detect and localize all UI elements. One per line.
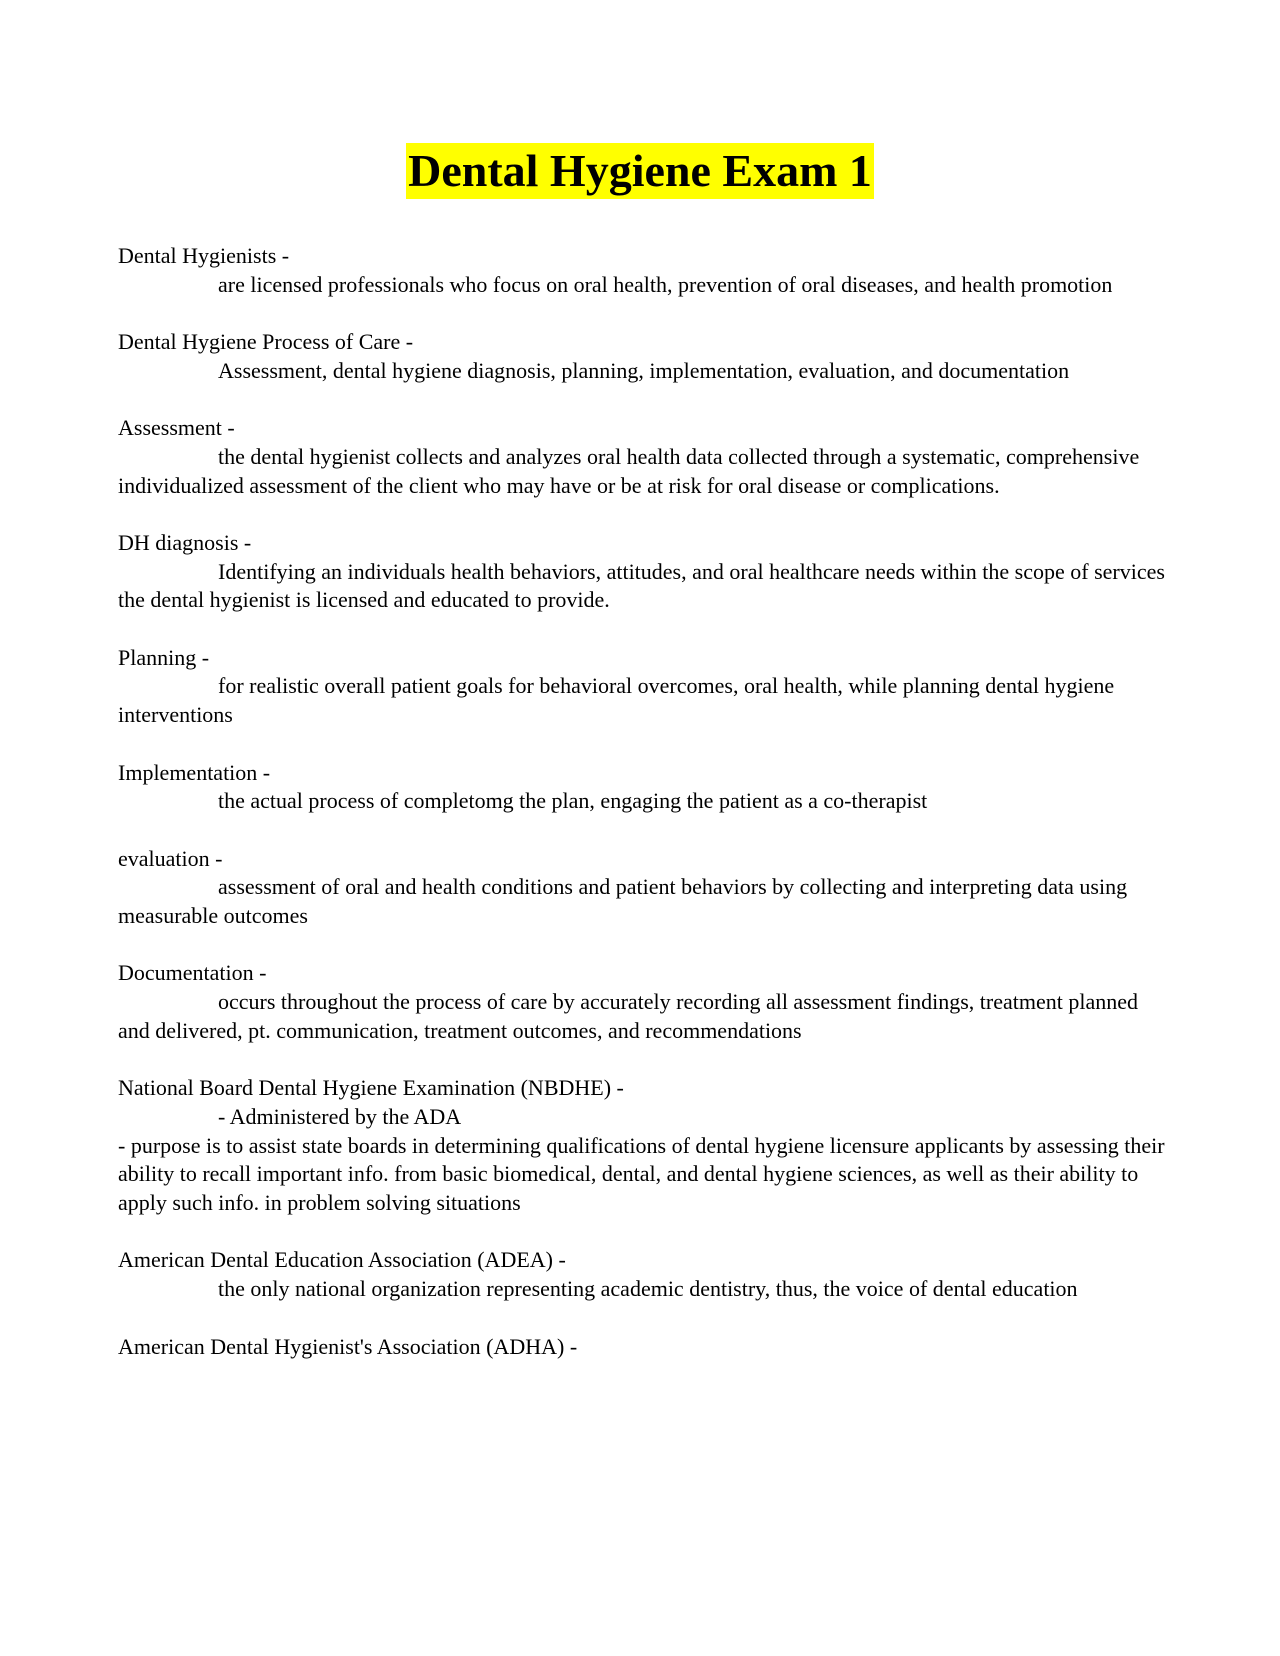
term: American Dental Hygienist's Association (ADHA) - <box>118 1333 578 1359</box>
definition: Identifying an individuals health behaviors, attitudes, and oral healthcare needs within the scope of services the dental hygienist is licensed and educated to provide. <box>118 558 1165 613</box>
term: Dental Hygiene Process of Care - <box>118 329 414 355</box>
definition: the dental hygienist collects and analyzes oral health data collected through a systematic, comprehensive individualized assessment of the client who may have or be at risk for oral disease or complications. <box>118 443 1140 498</box>
list-item <box>118 759 1168 816</box>
term: American Dental Education Association (ADEA) - <box>118 1247 566 1273</box>
list-item <box>118 845 1168 931</box>
term: Planning - <box>118 644 210 670</box>
list-item <box>118 414 1168 500</box>
definition: Assessment, dental hygiene diagnosis, planning, implementation, evaluation, and documentation <box>218 357 1070 383</box>
definition: are licensed professionals who focus on oral health, prevention of oral diseases, and health promotion <box>218 271 1113 297</box>
term: Documentation - <box>118 960 267 986</box>
definition: occurs throughout the process of care by accurately recording all assessment findings, treatment planned and delivered, pt. communication, treatment outcomes, and recommendations <box>118 989 1139 1043</box>
term: DH diagnosis - <box>118 529 252 555</box>
list-item <box>118 328 1168 385</box>
definition: the only national organization representing academic dentistry, thus, the voice of dental education <box>218 1276 1078 1302</box>
term: Implementation - <box>118 759 271 785</box>
list-item <box>118 644 1168 730</box>
term: Dental Hygienists - <box>118 243 290 268</box>
list-item <box>118 1333 1168 1362</box>
definition: - Administered by the ADA - purpose is to assist state boards in determining qualifications of dental hygiene licensure applicants by assessing their ability to recall important info. from basic biomedical, dental, and dental hygiene sciences, as well as their ability to apply such info. in problem solving situations <box>118 1103 1165 1216</box>
list-item <box>118 1074 1168 1218</box>
definition: the actual process of completomg the plan, engaging the patient as a co-therapist <box>218 788 928 814</box>
list-item <box>118 1246 1168 1303</box>
definition: assessment of oral and health conditions and patient behaviors by collecting and interpreting data using measurable outcomes <box>118 874 1128 929</box>
definition: for realistic overall patient goals for behavioral overcomes, oral health, while planning dental hygiene interventions <box>118 673 1115 728</box>
term-list <box>118 242 1168 1390</box>
list-item <box>118 242 1168 299</box>
list-item <box>118 529 1168 615</box>
term: evaluation - <box>118 845 223 871</box>
term: National Board Dental Hygiene Examination (NBDHE) - <box>118 1075 624 1101</box>
list-item <box>118 959 1168 1045</box>
title-wrapper <box>0 143 1280 199</box>
page-title: Dental Hygiene Exam 1 <box>406 143 874 199</box>
term: Assessment - <box>118 415 235 441</box>
